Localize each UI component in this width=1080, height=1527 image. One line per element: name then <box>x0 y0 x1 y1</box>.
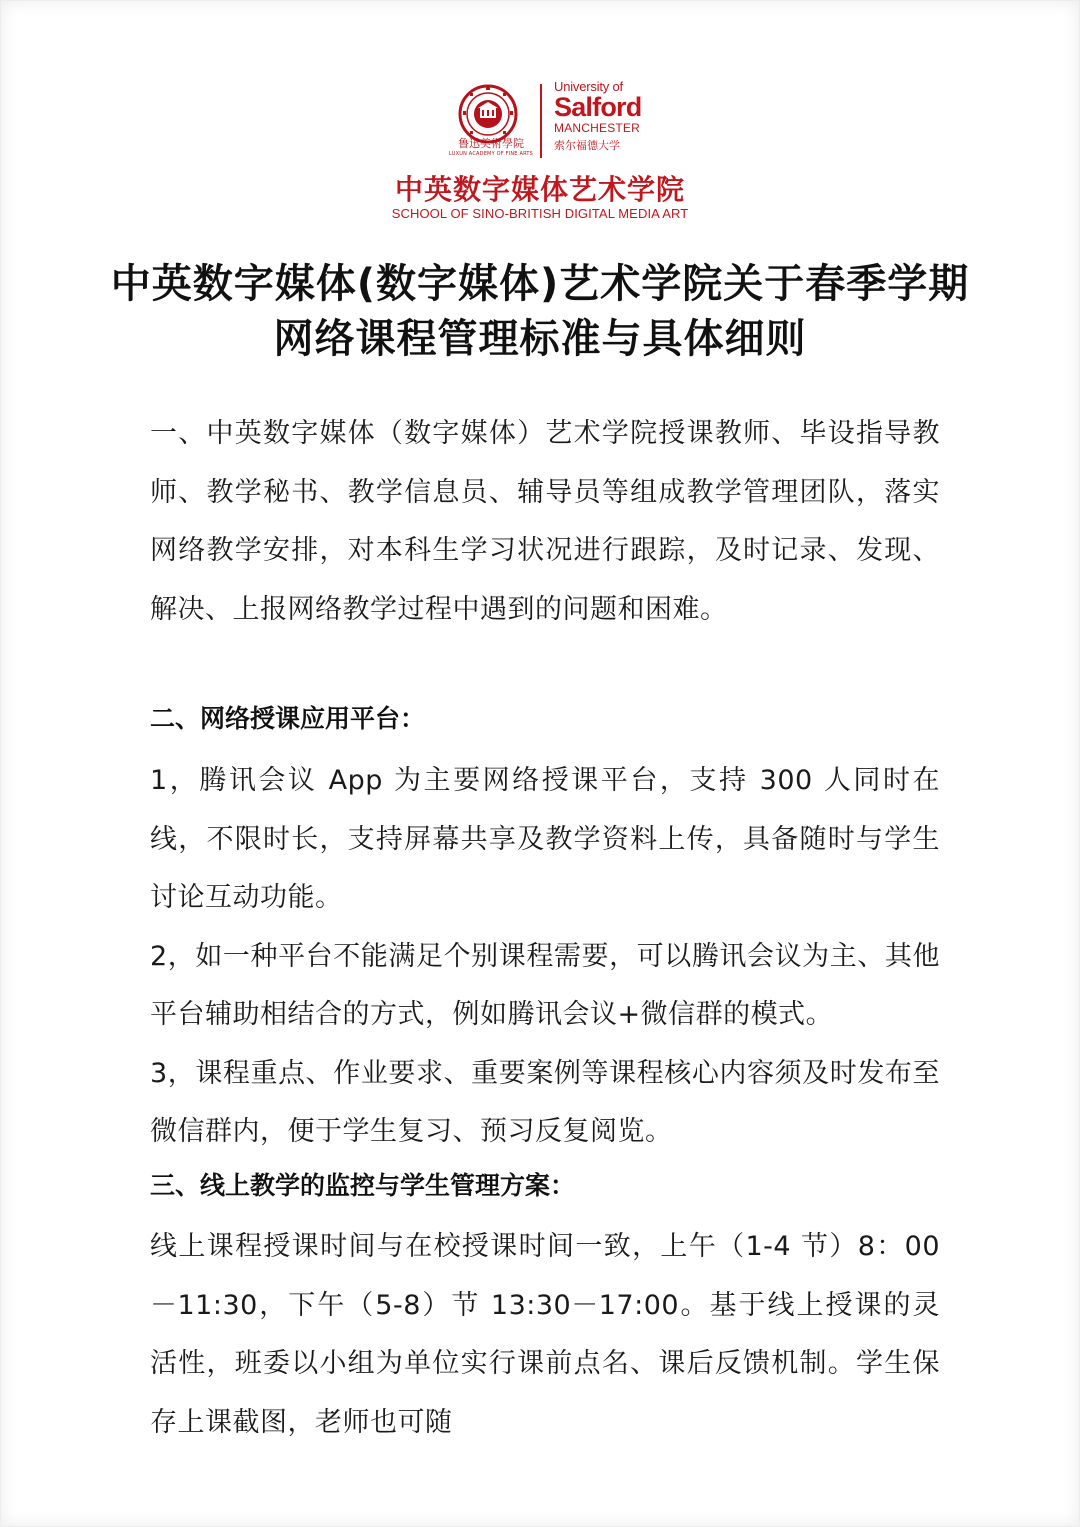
section2-item-3: 3，课程重点、作业要求、重要案例等课程核心内容须及时发布至微信群内，便于学生复习、预习反复阅览。 <box>150 1057 940 1147</box>
university-name-cn: 索尔福德大学 <box>554 140 620 152</box>
section3-paragraph: 线上课程授课时间与在校授课时间一致，上午（1-4 节）8：00－11:30，下午（5-8）节 13:30－17:00。基于线上授课的灵活性，班委以小组为单位实行课前点名、课后反馈机制。学生保存上课截图，老师也可随 <box>150 1231 940 1438</box>
university-city: MANCHESTER <box>554 121 641 135</box>
section2-item-2: 2，如一种平台不能满足个别课程需要，可以腾讯会议为主、其他平台辅助相结合的方式，例如腾讯会议+微信群的模式。 <box>150 940 940 1030</box>
university-top-line: University of <box>554 79 623 94</box>
university-name: Salford <box>554 92 642 122</box>
academy-seal-logo <box>458 84 518 144</box>
school-name-cn: 中英数字媒体艺术学院 <box>394 173 685 206</box>
section1-paragraph: 一、中英数字媒体（数字媒体）艺术学院授课教师、毕设指导教师、教学秘书、教学信息员、辅导员等组成教学管理团队，落实网络教学安排，对本科生学习状况进行跟踪，及时记录、发现、解决、上报网络教学过程中遇到的问题和困难。 <box>150 418 940 625</box>
section2-heading: 二、网络授课应用平台： <box>150 704 426 733</box>
logo-divider <box>540 84 542 158</box>
section2-list <box>150 752 940 1162</box>
school-name-en: SCHOOL OF SINO-BRITISH DIGITAL MEDIA ART <box>391 206 689 221</box>
salford-logo <box>554 80 694 155</box>
logo-header <box>0 80 1080 162</box>
section3-heading: 三、线上教学的监控与学生管理方案： <box>150 1171 576 1200</box>
document-title: 中英数字媒体(数字媒体)艺术学院关于春季学期网络课程管理标准与具体细则 <box>110 261 970 362</box>
academy-seal-caption-en: LUXUN ACADEMY OF FINE ARTS <box>448 151 534 157</box>
section2-item-1: 1，腾讯会议 App 为主要网络授课平台，支持 300 人同时在线，不限时长，支持屏幕共享及教学资料上传，具备随时与学生讨论互动功能。 <box>150 765 940 913</box>
academy-seal-caption-cn: 鲁迅美術學院 <box>458 137 524 150</box>
